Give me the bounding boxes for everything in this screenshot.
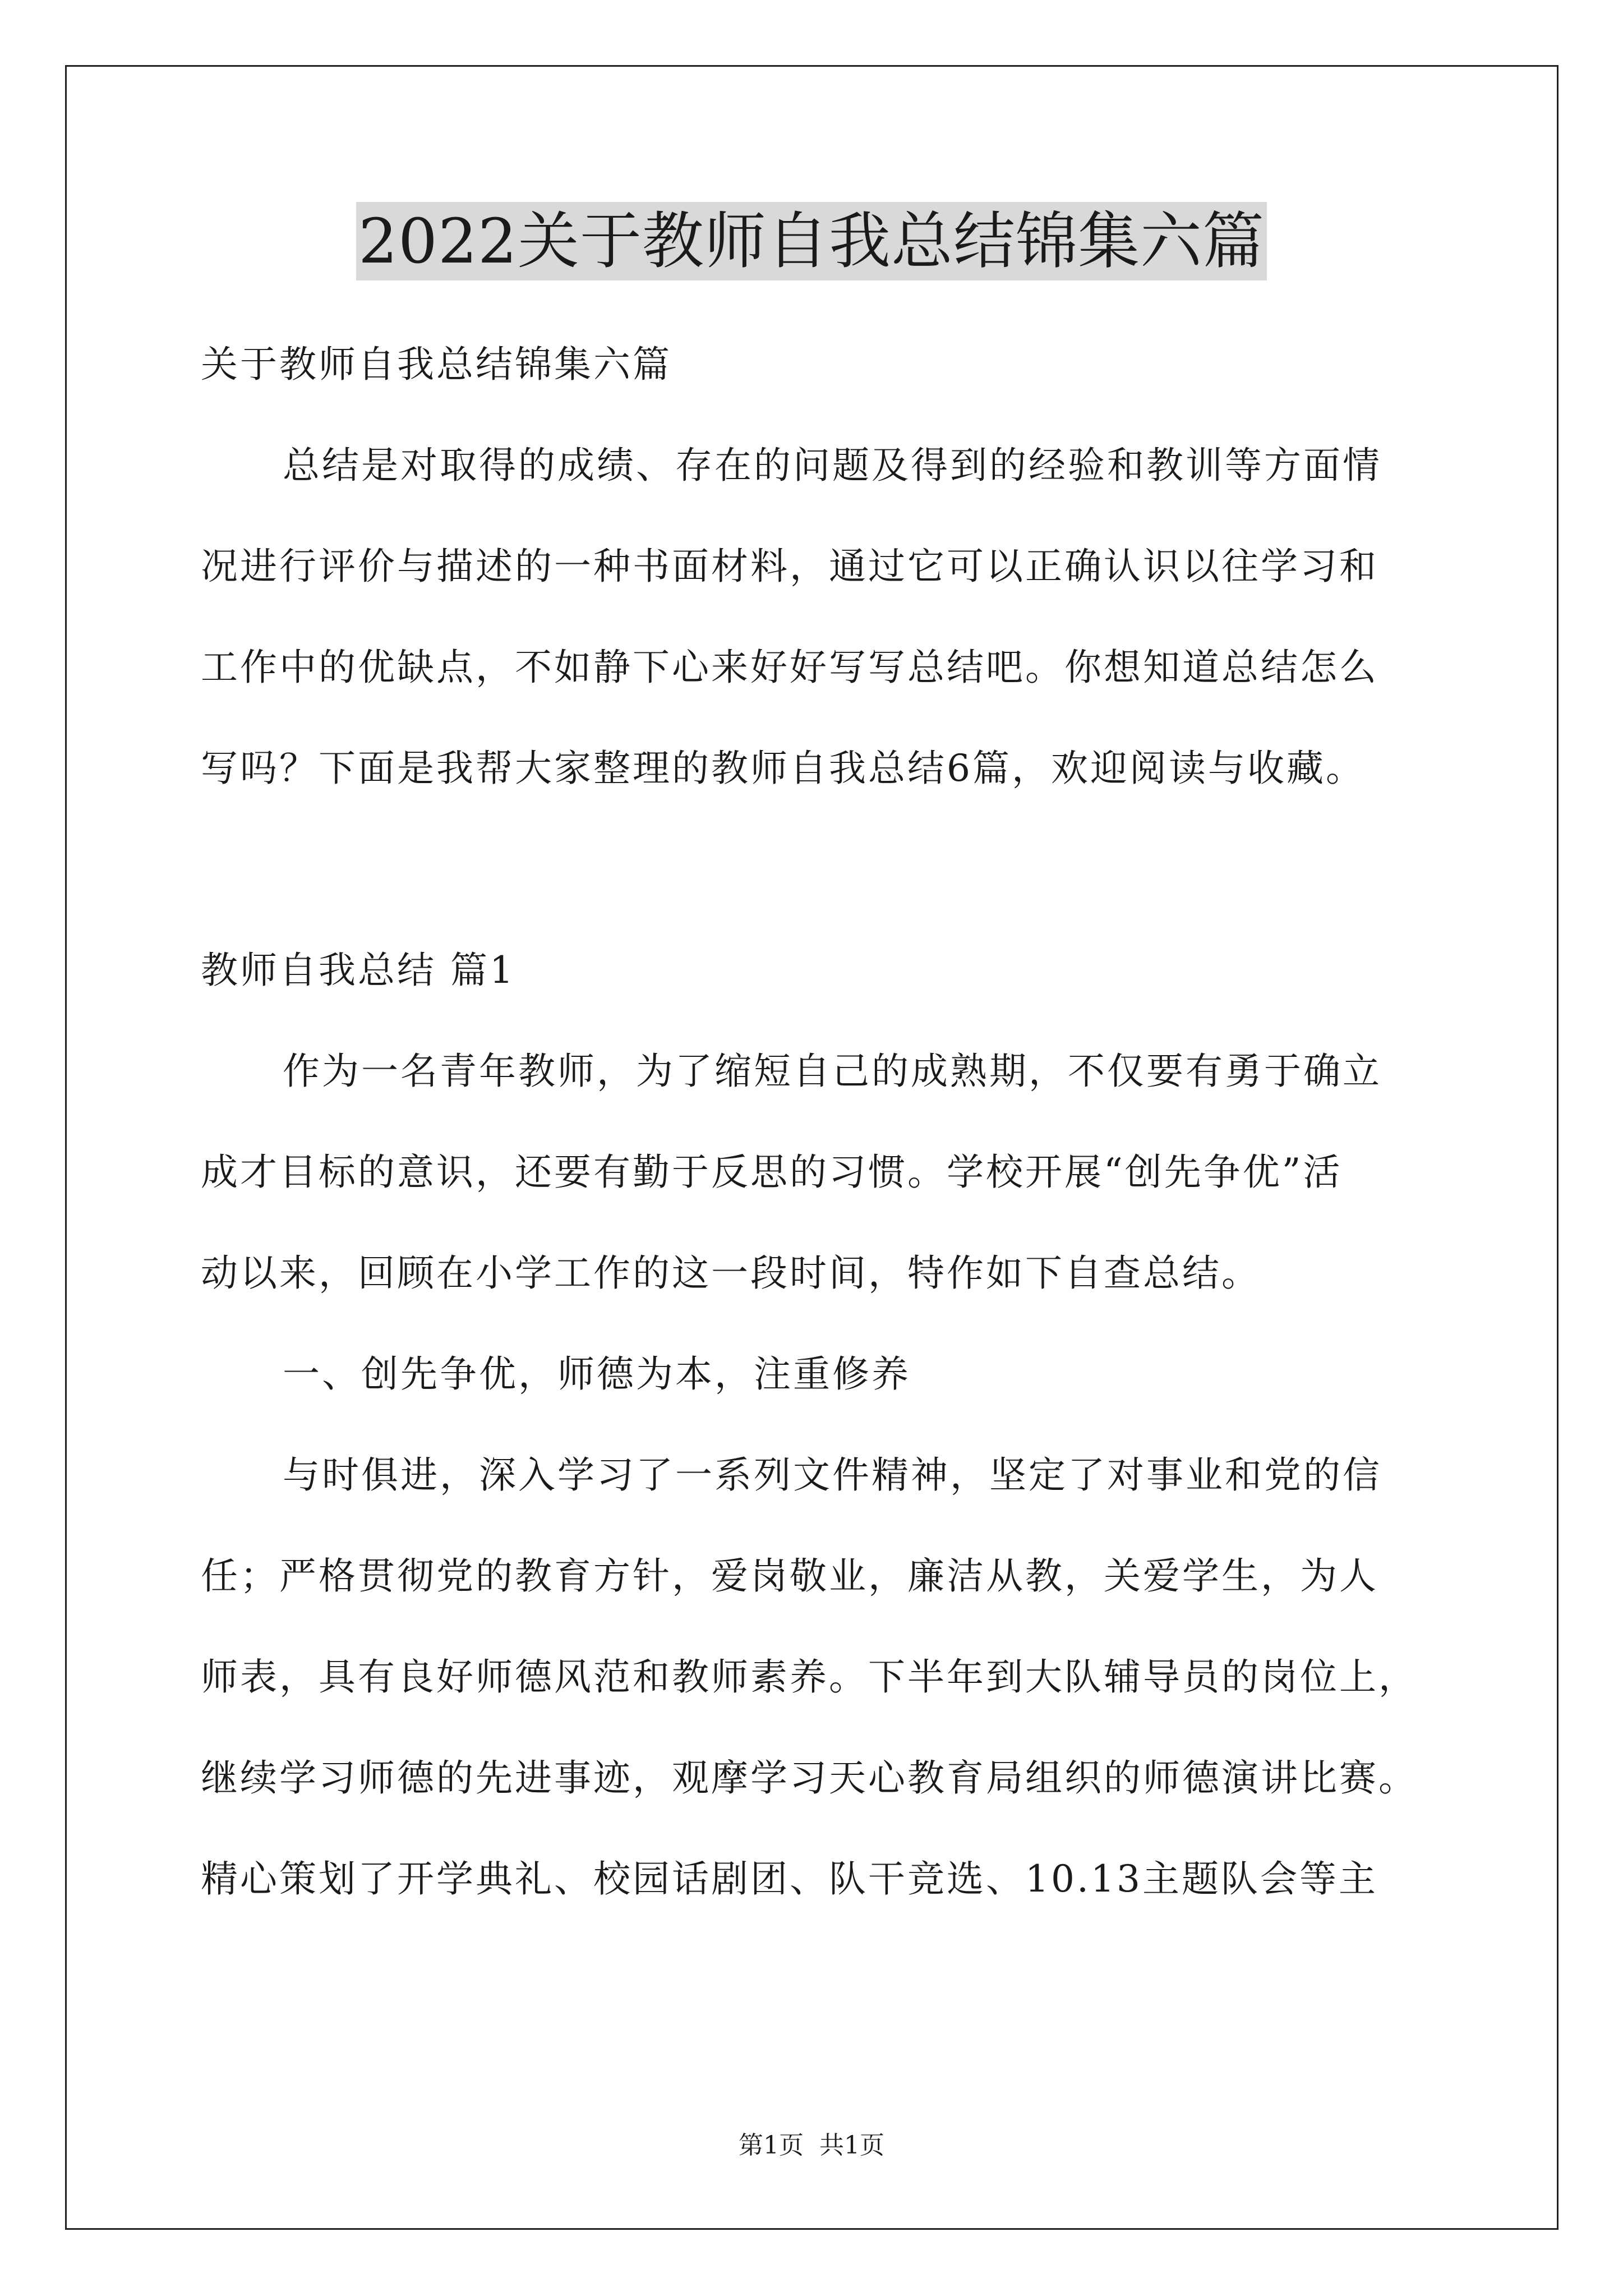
- paragraph-line: 师表，具有良好师德风范和教师素养。下半年到大队辅导员的岗位上，: [201, 1655, 1418, 1699]
- document-body: [201, 314, 1435, 1930]
- paragraph-line: 精心策划了开学典礼、校园话剧团、队干竞选、10.13主题队会等主: [201, 1857, 1378, 1901]
- document-subtitle: 关于教师自我总结锦集六篇: [201, 343, 672, 386]
- paragraph-line: 任；严格贯彻党的教育方针，爱岗敬业，廉洁从教，关爱学生，为人: [201, 1554, 1378, 1598]
- page-total: 共1页: [819, 2131, 884, 2160]
- intro-line: 工作中的优缺点，不如静下心来好好写写总结吧。你想知道总结怎么: [201, 646, 1378, 689]
- intro-line: 总结是对取得的成绩、存在的问题及得到的经验和教训等方面情: [283, 444, 1382, 487]
- paragraph-gap: [201, 819, 1435, 920]
- paragraph-line: 作为一名青年教师，为了缩短自己的成熟期，不仅要有勇于确立: [283, 1050, 1382, 1093]
- paragraph-line: 与时俱进，深入学习了一系列文件精神，坚定了对事业和党的信: [283, 1453, 1382, 1497]
- subheading: 一、创先争优，师德为本，注重修养: [283, 1352, 911, 1396]
- paragraph-line: 动以来，回顾在小学工作的这一段时间，特作如下自查总结。: [201, 1251, 1261, 1295]
- title-container: [0, 202, 1623, 280]
- intro-line: 写吗？下面是我帮大家整理的教师自我总结6篇，欢迎阅读与收藏。: [201, 747, 1365, 790]
- page-footer: [0, 2129, 1623, 2162]
- intro-line: 况进行评价与描述的一种书面材料，通过它可以正确认识以往学习和: [201, 545, 1378, 588]
- document-title: 2022关于教师自我总结锦集六篇: [356, 202, 1267, 280]
- page-number: 第1页: [739, 2131, 804, 2160]
- paragraph-line: 继续学习师德的先进事迹，观摩学习天心教育局组织的师德演讲比赛。: [201, 1756, 1418, 1800]
- paragraph-line: 成才目标的意识，还要有勤于反思的习惯。学校开展“创先争优”活: [201, 1151, 1343, 1194]
- section-heading: 教师自我总结 篇1: [201, 949, 515, 992]
